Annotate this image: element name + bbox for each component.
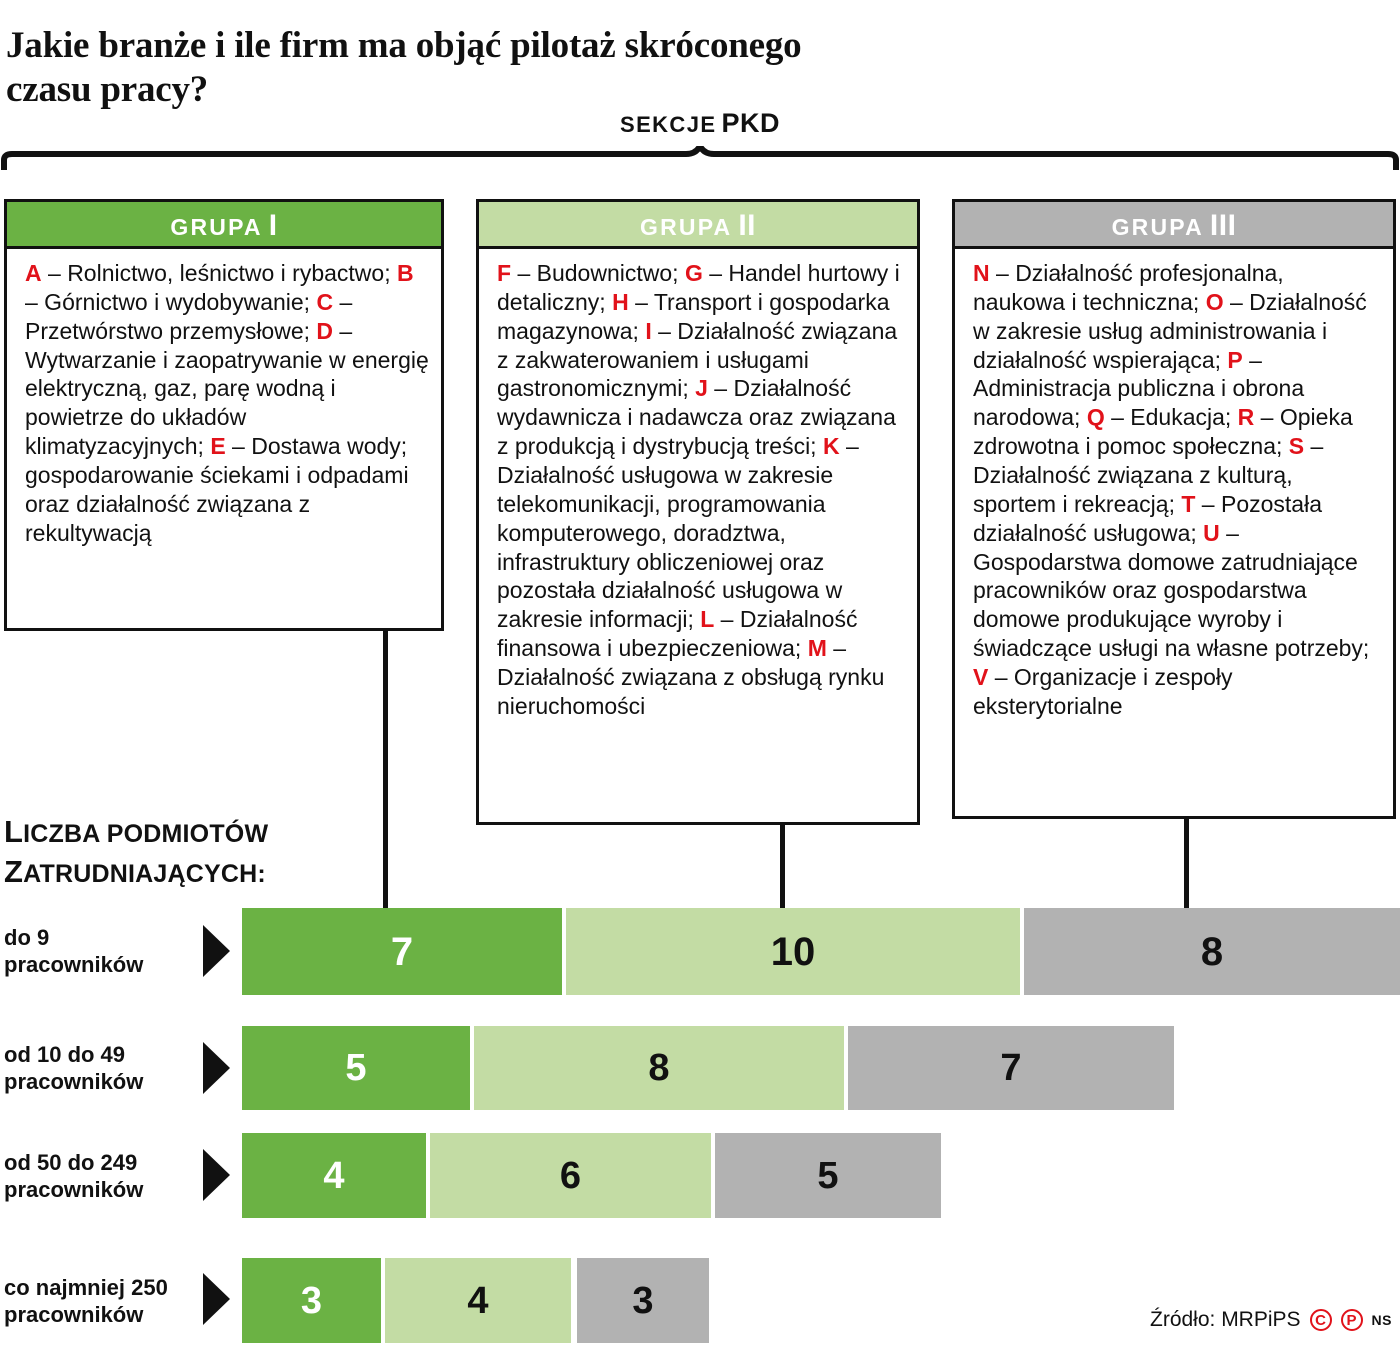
bars-section-heading (4, 812, 334, 893)
pkd-text-D: – Wytwarzanie i zaopatrywanie w energię elektryczną, gaz, parę wodną i powietrze do układów klimatyzacyjnych; (25, 317, 429, 460)
pkd-text-Q: – Edukacja; (1104, 404, 1238, 431)
pkd-text-M: – Działalność związana z obsługą rynku nieruchomości (497, 635, 885, 719)
pkd-key-C: C (316, 288, 334, 315)
pkd-key-Q: Q (1086, 404, 1105, 431)
connector-line-group-1 (383, 628, 388, 918)
bar-row-label-3-line1: od 50 do 249 (4, 1150, 138, 1175)
bar-value-group2-row2: 8 (648, 1047, 670, 1089)
pkd-text-R: – Opieka zdrowotna i pomoc społeczna; (973, 404, 1353, 460)
pkd-text-H: – Transport i gospodarka magazynowa; (497, 288, 890, 344)
pkd-text-C: – Przetwórstwo przemysłowe; (25, 288, 353, 344)
bar-segment-group1-row4[interactable] (242, 1258, 381, 1343)
pkd-text-V: – Organizacje i zespoły eksterytorialne (973, 664, 1233, 719)
bar-segment-group3-row4[interactable] (577, 1258, 709, 1343)
bar-row-label-4 (4, 1275, 204, 1329)
pkd-text-T: – Pozostała działalność usługowa; (973, 490, 1323, 546)
pkd-text-U: – Gospodarstwa domowe zatrudniające pracowników oraz gospodarstwa domowe produkujące wyroby i świadczące usługi na własne potrzeby; (973, 519, 1370, 662)
bar-segment-group1-row3[interactable] (242, 1133, 426, 1218)
pkd-text-S: – Działalność związana z kulturą, sportem i rekreacją; (973, 433, 1324, 517)
group-1-number: I (268, 209, 278, 242)
pkd-text-O: – Działalność w zakresie usług administrowania i działalność wspierająca; (973, 288, 1367, 373)
pkd-key-V: V (973, 664, 989, 691)
bar-row-label-2-line2: pracowników (4, 1068, 144, 1094)
bar-value-group3-row4: 3 (632, 1279, 654, 1322)
pkd-key-N: N (973, 260, 990, 286)
connector-line-group-2 (780, 822, 785, 918)
group-2-label: GRUPA (639, 214, 733, 240)
bar-value-group2-row3: 6 (559, 1154, 582, 1197)
bar-value-group1-row3: 4 (323, 1154, 345, 1197)
pkd-text-B: – Górnictwo i wydobywanie; (25, 288, 311, 315)
group-3-header (955, 202, 1393, 249)
bar-value-group3-row3: 5 (817, 1154, 839, 1197)
bar-row-arrow-3 (203, 1149, 230, 1201)
pkd-key-H: H (612, 288, 629, 315)
bar-segment-group2-row3[interactable] (430, 1133, 711, 1218)
pkd-text-J: – Działalność wydawnicza i nadawcza oraz związana z produkcją i dystrybucją treści; (497, 375, 896, 460)
bar-segment-group1-row1[interactable] (242, 908, 562, 995)
pkd-text-N: – Działalność profesjonalna, naukowa i techniczna; (973, 260, 1284, 315)
group-box-3 (952, 199, 1396, 819)
group-1-label: GRUPA (170, 214, 263, 240)
bar-row-label-3-line2: pracowników (4, 1176, 144, 1202)
bar-value-group1-row1: 7 (390, 929, 414, 974)
pkd-key-K: K (822, 433, 840, 460)
group-3-number: III (1209, 209, 1237, 242)
pkd-key-U: U (1203, 519, 1220, 546)
pkd-key-P: P (1227, 346, 1243, 373)
source-initials: NS (1371, 1312, 1392, 1328)
bar-row-label-4-line1: co najmniej 250 (4, 1275, 168, 1300)
phonogram-icon: P (1341, 1309, 1363, 1331)
source-text: Źródło: MRPiPS (1150, 1308, 1301, 1331)
section-header-big: PKD (721, 108, 780, 138)
bracket-shape (0, 146, 1400, 170)
source-line (1150, 1308, 1392, 1332)
pkd-key-T: T (1181, 490, 1196, 517)
page-title (6, 24, 986, 111)
bar-row-label-4-line2: pracowników (4, 1301, 144, 1327)
pkd-text-K: – Działalność usługowa w zakresie telekomunikacji, programowania komputerowego, doradztwa, infrastruktury obliczeniowej oraz pozostała działalność usługowa w zakresie informacji; (497, 433, 859, 633)
pkd-key-E: E (210, 433, 226, 460)
bar-row-label-1 (4, 925, 194, 979)
pkd-text-G: – Handel hurtowy i detaliczny; (497, 260, 900, 315)
pkd-key-O: O (1205, 288, 1224, 315)
pkd-text-F: – Budownictwo; (511, 260, 685, 286)
bar-value-group1-row2: 5 (345, 1047, 367, 1089)
pkd-key-M: M (807, 635, 827, 662)
pkd-text-L: – Działalność finansowa i ubezpieczeniowa; (497, 606, 858, 662)
bar-row-arrow-2 (203, 1042, 230, 1094)
bar-row-arrow-4 (203, 1273, 230, 1325)
pkd-key-R: R (1237, 404, 1255, 431)
bar-segment-group3-row1[interactable] (1024, 908, 1400, 995)
bar-value-group2-row1: 10 (770, 929, 816, 974)
connector-line-group-3 (1184, 816, 1189, 918)
group-2-header (479, 202, 917, 249)
bar-row-label-1-line1: do 9 (4, 925, 50, 950)
pkd-text-P: – Administracja publiczna i obrona narodowa; (973, 346, 1305, 431)
bar-segment-group3-row3[interactable] (715, 1133, 941, 1218)
bar-segment-group2-row2[interactable] (474, 1026, 844, 1110)
group-3-body (955, 249, 1393, 729)
bar-value-group2-row4: 4 (467, 1279, 489, 1322)
bar-value-group3-row2: 7 (1000, 1047, 1022, 1089)
pkd-key-I: I (645, 317, 652, 344)
bars-section-heading-line2: ZATRUDNIAJĄCYCH: (4, 854, 266, 890)
bar-row-label-1-line2: pracowników (4, 951, 144, 977)
pkd-key-D: D (316, 317, 334, 344)
group-3-label: GRUPA (1111, 214, 1204, 240)
group-box-1 (4, 199, 444, 631)
bar-segment-group3-row2[interactable] (848, 1026, 1174, 1110)
section-header-small: SEKCJE (620, 112, 717, 137)
pkd-key-S: S (1288, 433, 1305, 460)
bars-section-heading-line1: LICZBA PODMIOTÓW (4, 814, 269, 849)
group-1-header (7, 202, 441, 249)
group-box-2 (476, 199, 920, 825)
bar-segment-group2-row1[interactable] (566, 908, 1020, 995)
bar-row-label-2-line1: od 10 do 49 (4, 1042, 126, 1067)
bar-value-group1-row4: 3 (300, 1279, 323, 1322)
page-title-line2: czasu pracy? (6, 68, 209, 110)
pkd-text-I: – Działalność związana z zakwaterowaniem i usługami gastronomicznymi; (497, 317, 898, 402)
bar-segment-group1-row2[interactable] (242, 1026, 470, 1110)
pkd-key-A: A (25, 260, 42, 286)
group-1-body (7, 249, 441, 556)
top-bracket (0, 146, 1400, 170)
bar-segment-group2-row4[interactable] (385, 1258, 571, 1343)
bar-row-arrow-1 (203, 925, 230, 977)
pkd-key-G: G (684, 260, 703, 286)
page-title-line1: Jakie branże i ile firm ma objąć pilotaż skróconego (6, 25, 802, 66)
pkd-key-J: J (695, 375, 708, 402)
pkd-key-L: L (700, 606, 715, 633)
bar-value-group3-row1: 8 (1200, 929, 1224, 974)
pkd-text-E: – Dostawa wody; gospodarowanie ściekami i odpadami oraz działalność związana z rekultywacją (25, 433, 409, 546)
pkd-key-B: B (396, 260, 414, 286)
copyright-icon: C (1310, 1309, 1332, 1331)
pkd-key-F: F (497, 260, 512, 286)
bar-row-label-3 (4, 1150, 204, 1204)
group-2-number: II (738, 209, 757, 242)
section-header (0, 108, 1400, 139)
group-2-body (479, 249, 917, 729)
bar-row-label-2 (4, 1042, 199, 1096)
pkd-text-A: – Rolnictwo, leśnictwo i rybactwo; (41, 260, 391, 286)
